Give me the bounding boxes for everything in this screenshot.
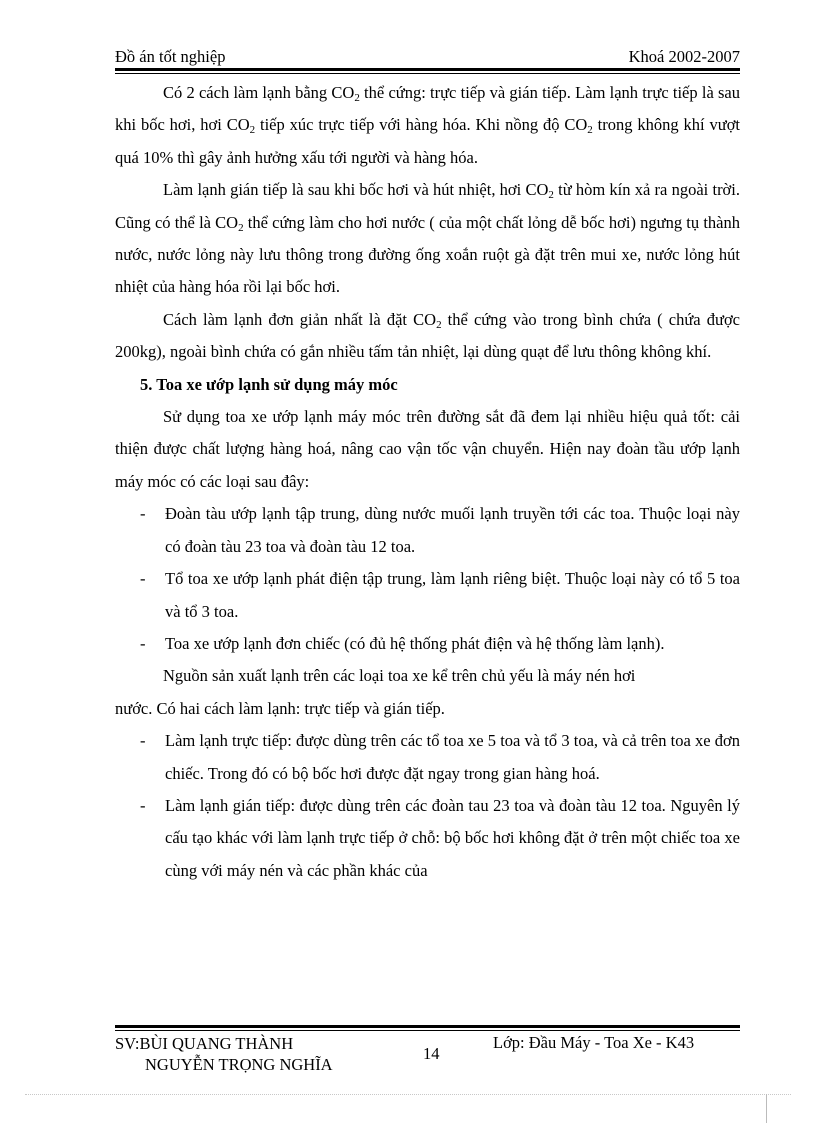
footer-class: Lớp: Đầu Máy - Toa Xe - K43 xyxy=(493,1033,695,1052)
list-item xyxy=(115,790,740,887)
paragraph-5-line-2: nước. Có hai cách làm lạnh: trực tiếp và gián tiếp. xyxy=(115,698,445,718)
footer-student-1: SV:BÙI QUANG THÀNH xyxy=(115,1034,294,1053)
bullet-dash: - xyxy=(140,795,146,815)
paragraph-3: Cách làm lạnh đơn giản nhất là đặt $CO_2$ thể cứng vào trong bình chứa ( chứa được 200kg), ngoài bình chứa có gắn nhiều tấm tản nhiệt, lại dùng quạt để lưu thông không khí. xyxy=(115,309,740,362)
list-item xyxy=(115,498,740,563)
list-item-text: Làm lạnh gián tiếp: được dùng trên các đoàn tau 23 toa và đoàn tàu 12 toa. Nguyên lý cấu tạo khác với làm lạnh trực tiếp ở chỗ: bộ bốc hơi không đặt ở trên một chiếc toa xe cùng với máy nén và các phần khác của xyxy=(165,795,740,880)
page-number: 14 xyxy=(423,1044,440,1063)
header-left: Đồ án tốt nghiệp xyxy=(115,47,226,66)
bullet-dash: - xyxy=(140,569,146,589)
crop-mark xyxy=(766,1094,767,1123)
page-bottom-border xyxy=(25,1094,791,1095)
footer-student-names xyxy=(115,1033,333,1075)
list-item-text: Tổ toa xe ướp lạnh phát điện tập trung, làm lạnh riêng biệt. Thuộc loại này có tổ 5 toa và tổ 3 toa. xyxy=(165,569,740,621)
list-item xyxy=(115,628,740,660)
header-rule-thin xyxy=(115,73,740,74)
page-body xyxy=(115,77,740,887)
header-right: Khoá 2002-2007 xyxy=(628,47,740,66)
list-item-text: Đoàn tàu ướp lạnh tập trung, dùng nước muối lạnh truyền tới các toa. Thuộc loại này có đoàn tàu 23 toa và đoàn tàu 12 toa. xyxy=(165,504,740,556)
header-rule-thick xyxy=(115,68,740,71)
paragraph-2: Làm lạnh gián tiếp là sau khi bốc hơi và hút nhiệt, hơi $CO_2$ từ hòm kín xả ra ngoài trời. Cũng có thể là $CO_2$ thể cứng làm cho hơi nước ( của một chất lỏng dễ bốc hơi) ngưng tụ thành nước, nước lỏng này lưu thông trong đường ống xoắn ruột gà đặt trên mui xe, nước lỏng hút nhiệt của hàng hóa rồi lại bốc hơi. xyxy=(115,180,740,297)
footer-rule-thin xyxy=(115,1030,740,1031)
bullet-dash: - xyxy=(140,633,146,653)
list-item-text: Toa xe ướp lạnh đơn chiếc (có đủ hệ thống phát điện và hệ thống làm lạnh). xyxy=(165,633,665,653)
footer-rule-thick xyxy=(115,1025,740,1028)
section-heading: 5. Toa xe ướp lạnh sử dụng máy móc xyxy=(140,374,398,394)
paragraph-5-line-1: Nguồn sản xuất lạnh trên các loại toa xe kể trên chủ yếu là máy nén hơi xyxy=(163,666,636,686)
list-item-text: Làm lạnh trực tiếp: được dùng trên các tổ toa xe 5 toa và tổ 3 toa, và cả trên toa xe đơn chiếc. Trong đó có bộ bốc hơi được đặt ngay trong gian hàng hoá. xyxy=(165,731,740,783)
bullet-dash: - xyxy=(140,731,146,751)
bullet-dash: - xyxy=(140,504,146,524)
paragraph-4: Sử dụng toa xe ướp lạnh máy móc trên đường sắt đã đem lại nhiều hiệu quả tốt: cải thiện được chất lượng hàng hoá, nâng cao vận tốc vận chuyển. Hiện nay đoàn tầu ướp lạnh máy móc có các loại sau đây: xyxy=(115,407,740,491)
list-item xyxy=(115,563,740,628)
paragraph-1: Có 2 cách làm lạnh bằng $CO_2$ thể cứng: trực tiếp và gián tiếp. Làm lạnh trực tiếp là sau khi bốc hơi, hơi $CO_2$ tiếp xúc trực tiếp với hàng hóa. Khi nồng độ $CO_2$ trong không khí vượt quá 10% thì gây ảnh hưởng xấu tới người và hàng hóa. xyxy=(115,83,741,167)
page-header xyxy=(115,47,740,67)
footer-student-2: NGUYỄN TRỌNG NGHĨA xyxy=(145,1055,333,1074)
list-item xyxy=(115,725,740,790)
